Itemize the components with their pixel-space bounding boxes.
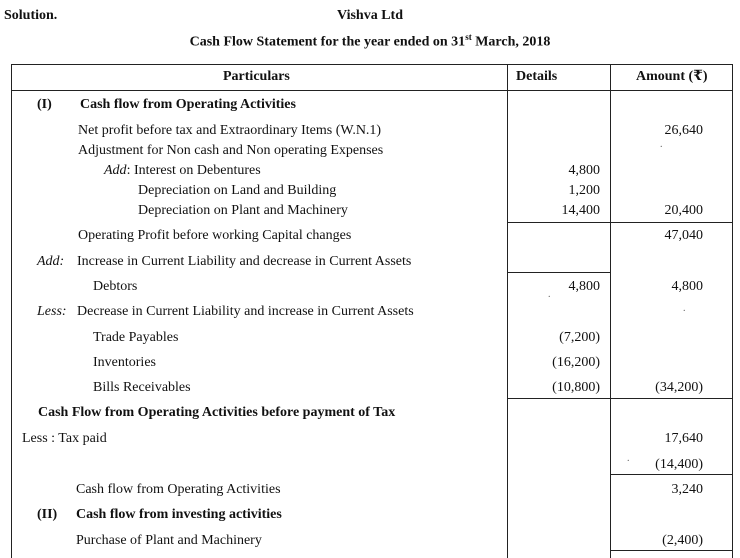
solution-label: Solution.	[4, 8, 58, 23]
bills-receivables-label: Bills Receivables	[93, 380, 191, 395]
details-subtotal-line-2	[507, 272, 610, 273]
interest-details: 4,800	[568, 163, 600, 178]
before-tax-label: Cash Flow from Operating Activities before payment of Tax	[38, 405, 396, 420]
amount-subtotal-line-5	[610, 550, 733, 551]
purchase-plant-label: Purchase of Plant and Machinery	[76, 533, 262, 548]
debtors-details: 4,800	[568, 279, 600, 294]
less-text: Decrease in Current Liability and increase in Current Assets	[77, 304, 414, 319]
tax-amount-1: 17,640	[664, 431, 703, 446]
tax-paid-label: Less : Tax paid	[22, 431, 107, 446]
amount-subtotal-line-1	[610, 222, 733, 223]
details-subtotal-line-1	[507, 222, 610, 223]
operating-profit-label: Operating Profit before working Capital changes	[78, 228, 352, 243]
details-column-divider	[507, 64, 508, 558]
bills-receivables-details: (10,800)	[552, 380, 600, 395]
details-subtotal-line-3	[507, 398, 610, 399]
trade-payables-details: (7,200)	[559, 330, 600, 345]
inventories-details: (16,200)	[552, 355, 600, 370]
dep-plant-label: Depreciation on Plant and Machinery	[138, 203, 348, 218]
section-1-number: (I)	[37, 97, 52, 112]
statement-title-end: March, 2018	[471, 34, 551, 50]
inventories-label: Inventories	[93, 355, 156, 370]
add-1-colon: :	[126, 163, 131, 178]
debtors-amount: 4,800	[671, 279, 703, 294]
bills-receivables-amount: (34,200)	[655, 380, 703, 395]
add-interest-row	[104, 163, 261, 179]
debtors-label: Debtors	[93, 279, 138, 294]
interest-label: Interest on Debentures	[133, 163, 261, 178]
speck-mark: .	[548, 289, 551, 300]
dep-land-details: 1,200	[568, 183, 600, 198]
section-2-number: (II)	[37, 507, 58, 522]
company-name: Vishva Ltd	[336, 8, 403, 23]
statement-title-sup: st	[465, 32, 472, 42]
add-2-text: Increase in Current Liability and decrease in Current Assets	[77, 254, 412, 269]
statement-title	[0, 32, 740, 51]
column-header-amount: Amount (₹)	[636, 69, 708, 84]
speck-mark: .	[627, 453, 630, 464]
cash-flow-operating-amount: 3,240	[671, 482, 703, 497]
dep-land-label: Depreciation on Land and Building	[138, 183, 337, 198]
less-label: Less:	[37, 304, 67, 319]
add-1-label: Add	[104, 163, 127, 178]
header-divider	[11, 90, 733, 91]
speck-mark: .	[660, 139, 663, 150]
speck-mark: .	[683, 303, 686, 314]
operating-profit-amount: 47,040	[664, 228, 703, 243]
adjustment-label: Adjustment for Non cash and Non operating Expenses	[78, 143, 384, 158]
section-1-title: Cash flow from Operating Activities	[80, 97, 296, 112]
section-2-title: Cash flow from investing activities	[76, 507, 282, 522]
amount-subtotal-line-4	[610, 474, 733, 475]
statement-title-main: Cash Flow Statement for the year ended on 31	[189, 34, 466, 50]
amount-subtotal-line-3	[610, 398, 733, 399]
net-profit-label: Net profit before tax and Extraordinary Items (W.N.1)	[78, 123, 382, 138]
dep-plant-details: 14,400	[561, 203, 600, 218]
net-profit-amount: 26,640	[664, 123, 703, 138]
cash-flow-operating-label: Cash flow from Operating Activities	[76, 482, 281, 497]
dep-plant-amount: 20,400	[664, 203, 703, 218]
add-2-label: Add:	[37, 254, 65, 269]
tax-amount-2: (14,400)	[655, 457, 703, 472]
column-header-particulars: Particulars	[223, 69, 290, 84]
purchase-plant-amount: (2,400)	[662, 533, 703, 548]
column-header-details: Details	[516, 69, 558, 84]
trade-payables-label: Trade Payables	[93, 330, 179, 345]
